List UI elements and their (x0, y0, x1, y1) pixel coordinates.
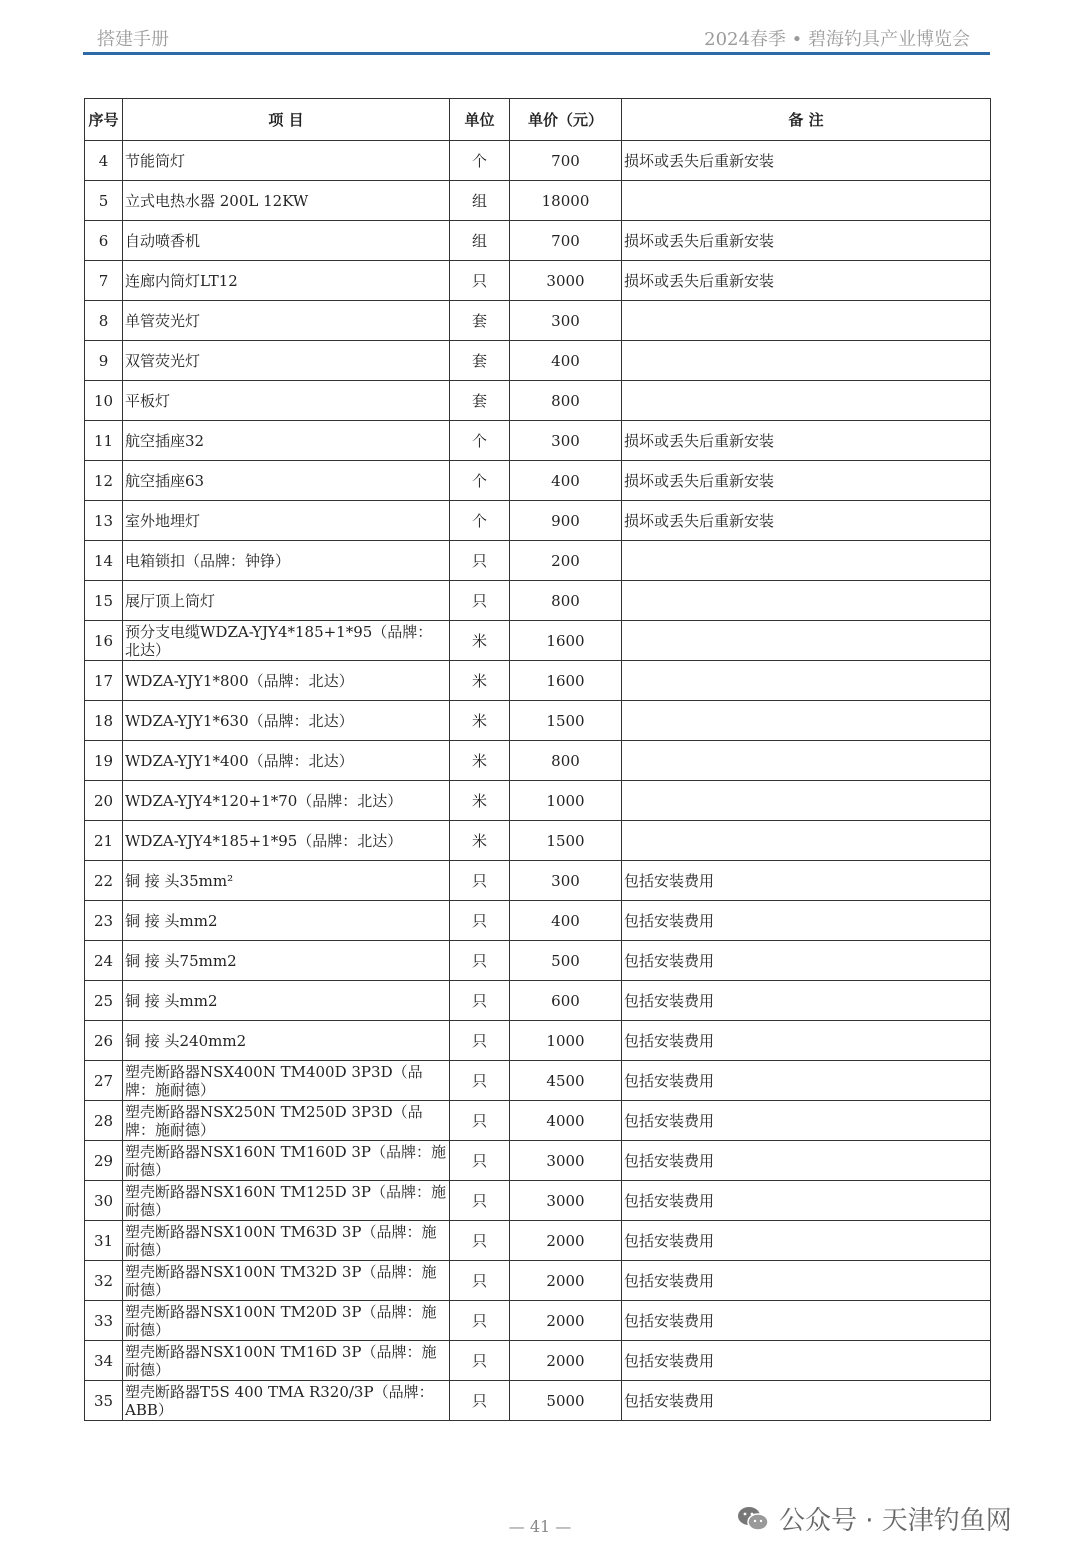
row-unit: 只 (450, 1341, 510, 1381)
row-item: WDZA-YJY4*120+1*70（品牌：北达） (123, 781, 450, 821)
row-price: 1000 (510, 781, 622, 821)
header-col-note: 备 注 (622, 99, 991, 141)
row-unit: 米 (450, 741, 510, 781)
row-note (622, 301, 991, 341)
row-item: WDZA-YJY1*400（品牌：北达） (123, 741, 450, 781)
row-number: 28 (85, 1101, 123, 1141)
row-item: 平板灯 (123, 381, 450, 421)
table-row (85, 261, 991, 301)
row-unit: 套 (450, 381, 510, 421)
row-number: 13 (85, 501, 123, 541)
row-price: 5000 (510, 1381, 622, 1421)
row-number: 15 (85, 581, 123, 621)
table-row (85, 1381, 991, 1421)
row-note (622, 741, 991, 781)
row-price: 700 (510, 141, 622, 181)
table-row (85, 421, 991, 461)
row-item: 塑壳断路器NSX100N TM32D 3P（品牌：施耐德） (123, 1261, 450, 1301)
row-item: 室外地埋灯 (123, 501, 450, 541)
row-note: 包括安装费用 (622, 981, 991, 1021)
table-row (85, 1341, 991, 1381)
row-price: 1600 (510, 661, 622, 701)
row-number: 19 (85, 741, 123, 781)
table-row (85, 741, 991, 781)
row-price: 2000 (510, 1341, 622, 1381)
row-number: 10 (85, 381, 123, 421)
row-price: 3000 (510, 1181, 622, 1221)
table-row (85, 901, 991, 941)
header-col-price: 单价（元） (510, 99, 622, 141)
row-unit: 只 (450, 901, 510, 941)
table-row (85, 221, 991, 261)
row-unit: 米 (450, 781, 510, 821)
row-number: 21 (85, 821, 123, 861)
row-unit: 只 (450, 1301, 510, 1341)
header-left-title: 搭建手册 (97, 29, 169, 50)
row-number: 35 (85, 1381, 123, 1421)
row-note (622, 181, 991, 221)
row-unit: 只 (450, 1061, 510, 1101)
table-row (85, 501, 991, 541)
row-note: 包括安装费用 (622, 1381, 991, 1421)
header-right-title: 2024春季 • 碧海钓具产业博览会 (704, 29, 970, 50)
row-number: 6 (85, 221, 123, 261)
row-item: WDZA-YJY4*185+1*95（品牌：北达） (123, 821, 450, 861)
row-price: 4500 (510, 1061, 622, 1101)
row-unit: 个 (450, 461, 510, 501)
row-unit: 米 (450, 621, 510, 661)
row-item: 自动喷香机 (123, 221, 450, 261)
row-item: WDZA-YJY1*800（品牌：北达） (123, 661, 450, 701)
table-row (85, 941, 991, 981)
row-item: 铜 接 头35mm² (123, 861, 450, 901)
row-price: 500 (510, 941, 622, 981)
table-row (85, 981, 991, 1021)
row-unit: 米 (450, 661, 510, 701)
row-unit: 套 (450, 301, 510, 341)
row-unit: 个 (450, 421, 510, 461)
row-unit: 只 (450, 1141, 510, 1181)
row-note: 损坏或丢失后重新安装 (622, 221, 991, 261)
row-note: 包括安装费用 (622, 1301, 991, 1341)
table-row (85, 781, 991, 821)
row-note: 包括安装费用 (622, 1181, 991, 1221)
table-row (85, 1261, 991, 1301)
table-header (85, 99, 991, 141)
header-col-no: 序号 (85, 99, 123, 141)
row-price: 18000 (510, 181, 622, 221)
row-unit: 只 (450, 541, 510, 581)
row-number: 9 (85, 341, 123, 381)
row-item: 塑壳断路器NSX100N TM20D 3P（品牌：施耐德） (123, 1301, 450, 1341)
row-number: 25 (85, 981, 123, 1021)
row-price: 1500 (510, 821, 622, 861)
row-note: 包括安装费用 (622, 901, 991, 941)
row-note: 包括安装费用 (622, 1021, 991, 1061)
table-row (85, 1181, 991, 1221)
row-unit: 米 (450, 701, 510, 741)
header-rule (83, 52, 990, 55)
row-unit: 只 (450, 1261, 510, 1301)
row-item: 双管荧光灯 (123, 341, 450, 381)
row-price: 700 (510, 221, 622, 261)
header-col-item: 项 目 (123, 99, 450, 141)
row-note (622, 581, 991, 621)
row-number: 17 (85, 661, 123, 701)
row-note (622, 621, 991, 661)
row-note (622, 341, 991, 381)
row-number: 31 (85, 1221, 123, 1261)
row-number: 11 (85, 421, 123, 461)
row-price: 200 (510, 541, 622, 581)
row-note: 损坏或丢失后重新安装 (622, 501, 991, 541)
row-item: 预分支电缆WDZA-YJY4*185+1*95（品牌：北达） (123, 621, 450, 661)
table-row (85, 461, 991, 501)
row-number: 34 (85, 1341, 123, 1381)
row-unit: 只 (450, 941, 510, 981)
row-unit: 米 (450, 821, 510, 861)
table-row (85, 341, 991, 381)
row-item: 塑壳断路器NSX160N TM160D 3P（品牌：施耐德） (123, 1141, 450, 1181)
row-unit: 个 (450, 501, 510, 541)
wechat-icon (737, 1505, 769, 1533)
row-price: 1500 (510, 701, 622, 741)
header-col-unit: 单位 (450, 99, 510, 141)
table-row (85, 181, 991, 221)
row-note: 损坏或丢失后重新安装 (622, 461, 991, 501)
table-body (85, 141, 991, 1421)
row-price: 600 (510, 981, 622, 1021)
row-note: 包括安装费用 (622, 1261, 991, 1301)
table-row (85, 621, 991, 661)
row-note: 损坏或丢失后重新安装 (622, 141, 991, 181)
row-number: 32 (85, 1261, 123, 1301)
row-item: WDZA-YJY1*630（品牌：北达） (123, 701, 450, 741)
watermark-text: 公众号 · 天津钓鱼网 (779, 1506, 1012, 1536)
row-item: 塑壳断路器NSX160N TM125D 3P（品牌：施耐德） (123, 1181, 450, 1221)
row-unit: 只 (450, 861, 510, 901)
row-price: 300 (510, 861, 622, 901)
row-item: 铜 接 头mm2 (123, 981, 450, 1021)
row-item: 塑壳断路器NSX400N TM400D 3P3D（品牌：施耐德） (123, 1061, 450, 1101)
row-price: 1600 (510, 621, 622, 661)
row-price: 3000 (510, 261, 622, 301)
row-item: 单管荧光灯 (123, 301, 450, 341)
row-unit: 只 (450, 1381, 510, 1421)
row-number: 29 (85, 1141, 123, 1181)
row-number: 8 (85, 301, 123, 341)
row-note: 包括安装费用 (622, 1101, 991, 1141)
row-number: 30 (85, 1181, 123, 1221)
table-row (85, 581, 991, 621)
row-number: 4 (85, 141, 123, 181)
row-price: 300 (510, 301, 622, 341)
row-number: 27 (85, 1061, 123, 1101)
row-number: 33 (85, 1301, 123, 1341)
table-row (85, 541, 991, 581)
row-unit: 组 (450, 181, 510, 221)
row-item: 塑壳断路器NSX100N TM16D 3P（品牌：施耐德） (123, 1341, 450, 1381)
table-row (85, 1221, 991, 1261)
row-number: 5 (85, 181, 123, 221)
row-item: 航空插座32 (123, 421, 450, 461)
row-number: 22 (85, 861, 123, 901)
watermark (737, 1500, 1012, 1537)
row-unit: 只 (450, 1181, 510, 1221)
row-item: 铜 接 头75mm2 (123, 941, 450, 981)
row-number: 14 (85, 541, 123, 581)
row-price: 400 (510, 341, 622, 381)
row-price: 800 (510, 741, 622, 781)
row-price: 2000 (510, 1301, 622, 1341)
row-price: 800 (510, 381, 622, 421)
row-item: 航空插座63 (123, 461, 450, 501)
row-price: 4000 (510, 1101, 622, 1141)
row-note: 包括安装费用 (622, 1061, 991, 1101)
row-note (622, 541, 991, 581)
table-row (85, 701, 991, 741)
table-row (85, 821, 991, 861)
row-price: 800 (510, 581, 622, 621)
table-row (85, 1061, 991, 1101)
row-item: 塑壳断路器T5S 400 TMA R320/3P（品牌：ABB） (123, 1381, 450, 1421)
table-row (85, 141, 991, 181)
table-row (85, 381, 991, 421)
table-row (85, 1141, 991, 1181)
row-note: 包括安装费用 (622, 861, 991, 901)
row-item: 铜 接 头240mm2 (123, 1021, 450, 1061)
row-unit: 只 (450, 1021, 510, 1061)
table-row (85, 301, 991, 341)
row-price: 400 (510, 461, 622, 501)
row-note: 包括安装费用 (622, 1141, 991, 1181)
row-number: 16 (85, 621, 123, 661)
row-unit: 只 (450, 581, 510, 621)
row-item: 节能筒灯 (123, 141, 450, 181)
row-number: 18 (85, 701, 123, 741)
row-price: 2000 (510, 1261, 622, 1301)
table-row (85, 1021, 991, 1061)
row-number: 23 (85, 901, 123, 941)
row-price: 400 (510, 901, 622, 941)
row-item: 塑壳断路器NSX250N TM250D 3P3D（品牌：施耐德） (123, 1101, 450, 1141)
price-table (84, 98, 991, 1421)
row-note: 损坏或丢失后重新安装 (622, 261, 991, 301)
row-note: 损坏或丢失后重新安装 (622, 421, 991, 461)
row-unit: 只 (450, 1101, 510, 1141)
row-price: 2000 (510, 1221, 622, 1261)
row-unit: 只 (450, 981, 510, 1021)
row-note (622, 821, 991, 861)
table-row (85, 1101, 991, 1141)
row-note (622, 381, 991, 421)
row-note (622, 661, 991, 701)
row-unit: 套 (450, 341, 510, 381)
row-number: 24 (85, 941, 123, 981)
header-row (85, 99, 991, 141)
row-note (622, 781, 991, 821)
row-unit: 组 (450, 221, 510, 261)
row-note (622, 701, 991, 741)
row-item: 立式电热水器 200L 12KW (123, 181, 450, 221)
row-unit: 只 (450, 1221, 510, 1261)
row-number: 12 (85, 461, 123, 501)
table-row (85, 1301, 991, 1341)
row-price: 900 (510, 501, 622, 541)
row-price: 300 (510, 421, 622, 461)
row-note: 包括安装费用 (622, 941, 991, 981)
row-item: 展厅顶上筒灯 (123, 581, 450, 621)
row-note: 包括安装费用 (622, 1341, 991, 1381)
table-row (85, 661, 991, 701)
page-number: — 41 — (508, 1517, 572, 1536)
row-item: 铜 接 头mm2 (123, 901, 450, 941)
row-number: 26 (85, 1021, 123, 1061)
row-item: 电箱锁扣（品牌：钟铮） (123, 541, 450, 581)
row-number: 20 (85, 781, 123, 821)
row-price: 3000 (510, 1141, 622, 1181)
table-row (85, 861, 991, 901)
row-note: 包括安装费用 (622, 1221, 991, 1261)
row-price: 1000 (510, 1021, 622, 1061)
row-item: 连廊内筒灯LT12 (123, 261, 450, 301)
row-unit: 只 (450, 261, 510, 301)
row-number: 7 (85, 261, 123, 301)
row-item: 塑壳断路器NSX100N TM63D 3P（品牌：施耐德） (123, 1221, 450, 1261)
row-unit: 个 (450, 141, 510, 181)
